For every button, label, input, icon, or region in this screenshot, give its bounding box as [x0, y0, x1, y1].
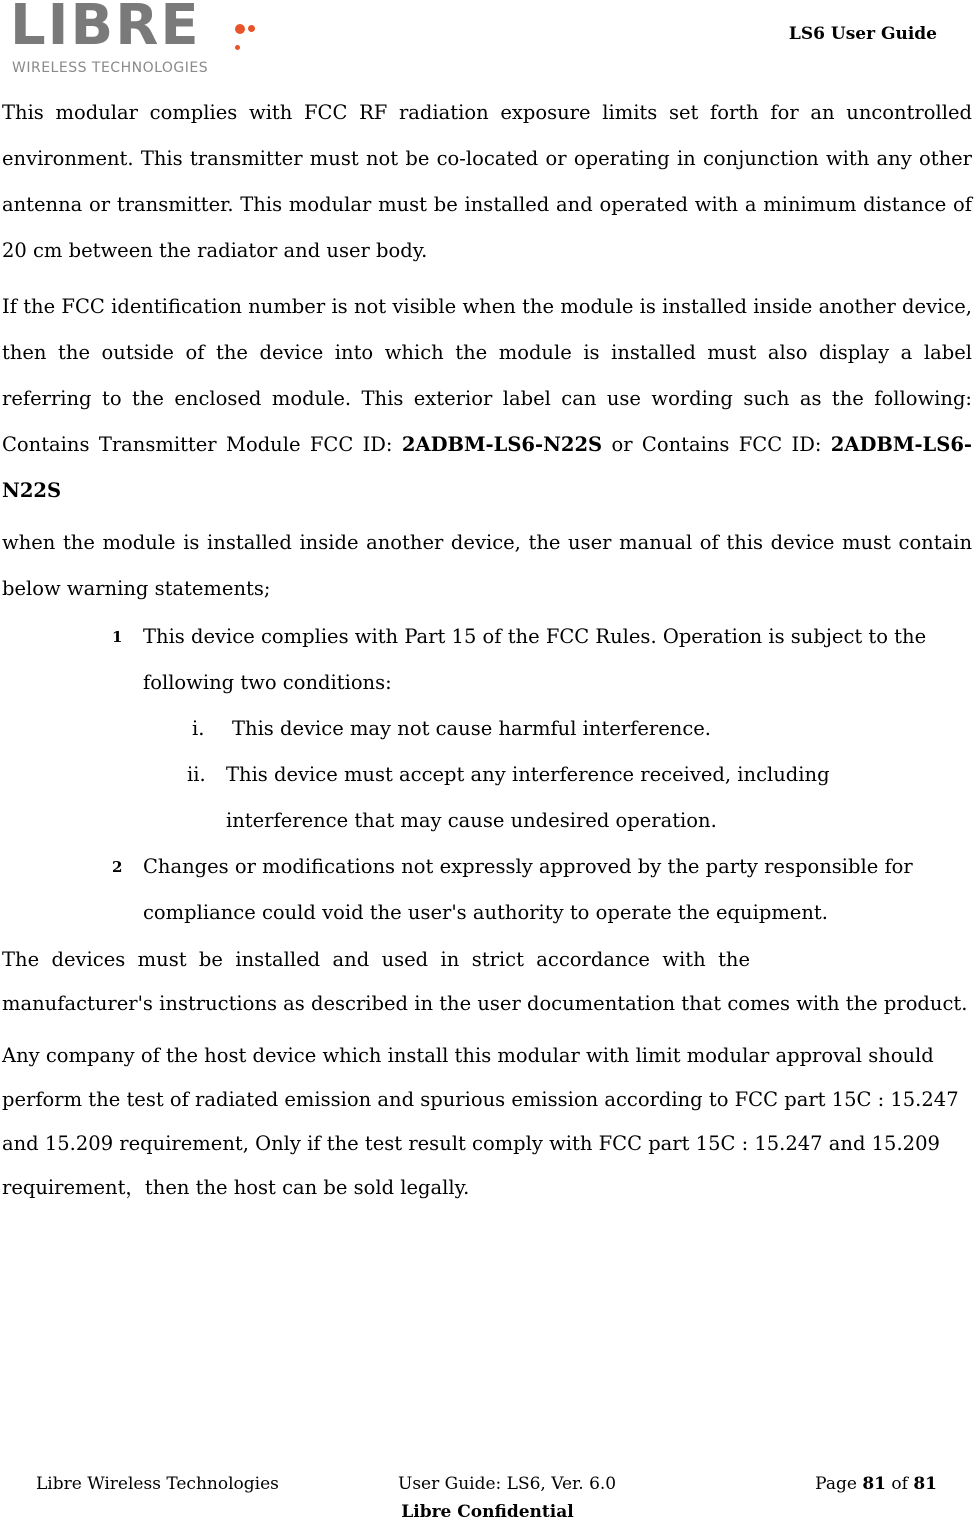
paragraph-warning-intro: when the module is installed inside another device, the user manual of this device must contain below warning statements;	[2, 531, 972, 600]
footer-page-number: Page 81 of 81	[815, 1474, 937, 1494]
paragraph-host-test: Any company of the host device which install this modular with limit modular approval should perform the test of radiated emission and spurious emission according to FCC part 15C : 15.247 and 15.209 requirement, Only if the test result comply with FCC part 15C : 15.247 and 15.209 requirement，then the host can be sold legally.	[2, 1044, 959, 1199]
list-item	[2, 614, 972, 706]
logo-subtitle: WIRELESS TECHNOLOGIES	[12, 60, 209, 76]
paragraph-rf-exposure: This modular complies with FCC RF radiation exposure limits set forth for an uncontrolled environment. This transmitter must not be co-located or operating in conjunction with any other antenna or transmitter. This modular must be installed and operated with a minimum distance of 20 cm between the radiator and user body.	[2, 101, 972, 262]
list-number: 1	[112, 628, 123, 646]
logo-wordmark: LIBRE	[10, 0, 201, 58]
sub-list-text: This device may not cause harmful interference.	[232, 717, 711, 740]
paragraph-fcc-label	[2, 284, 972, 514]
list-item	[2, 844, 972, 936]
fcc-id: 2ADBM-LS6-N22S	[401, 433, 603, 456]
list-text: This device complies with Part 15 of the FCC Rules. Operation is subject to the following two conditions:	[143, 625, 927, 694]
sub-list-number: ii.	[187, 763, 206, 786]
sub-list-number: i.	[192, 717, 205, 740]
page-content	[2, 90, 972, 1210]
footer-confidential: Libre Confidential	[401, 1502, 574, 1522]
footer-guide-version: User Guide: LS6, Ver. 6.0	[398, 1474, 617, 1494]
libre-logo	[10, 0, 260, 80]
paragraph-installation	[2, 938, 972, 1026]
fcc-label-or: or Contains FCC ID:	[602, 433, 831, 456]
sub-list-item	[2, 752, 972, 844]
list-number: 2	[112, 858, 123, 876]
fcc-id: 2ADBM-LS6-N22S	[2, 433, 972, 502]
sub-list-text: This device must accept any interference received, including interference that may cause undesired operation.	[226, 763, 830, 832]
logo-dots-icon	[235, 18, 260, 56]
installation-line-1: The devices must be installed and used in strict accordance with the	[2, 948, 751, 971]
sub-list-item	[2, 706, 972, 752]
installation-line-rest: manufacturer's instructions as described in the user documentation that comes with the product.	[2, 992, 968, 1015]
document-title: LS6 User Guide	[788, 24, 937, 44]
footer-company: Libre Wireless Technologies	[36, 1474, 279, 1494]
fcc-label-text: If the FCC identification number is not visible when the module is installed inside another device, then the outside of the device into which the module is installed must also display a label referring to the enclosed module. This exterior label can use wording such as the following: Contains Transmitter Module FCC ID:	[2, 295, 972, 456]
list-text: Changes or modifications not expressly approved by the party responsible for compliance could void the user's authority to operate the equipment.	[143, 855, 913, 924]
